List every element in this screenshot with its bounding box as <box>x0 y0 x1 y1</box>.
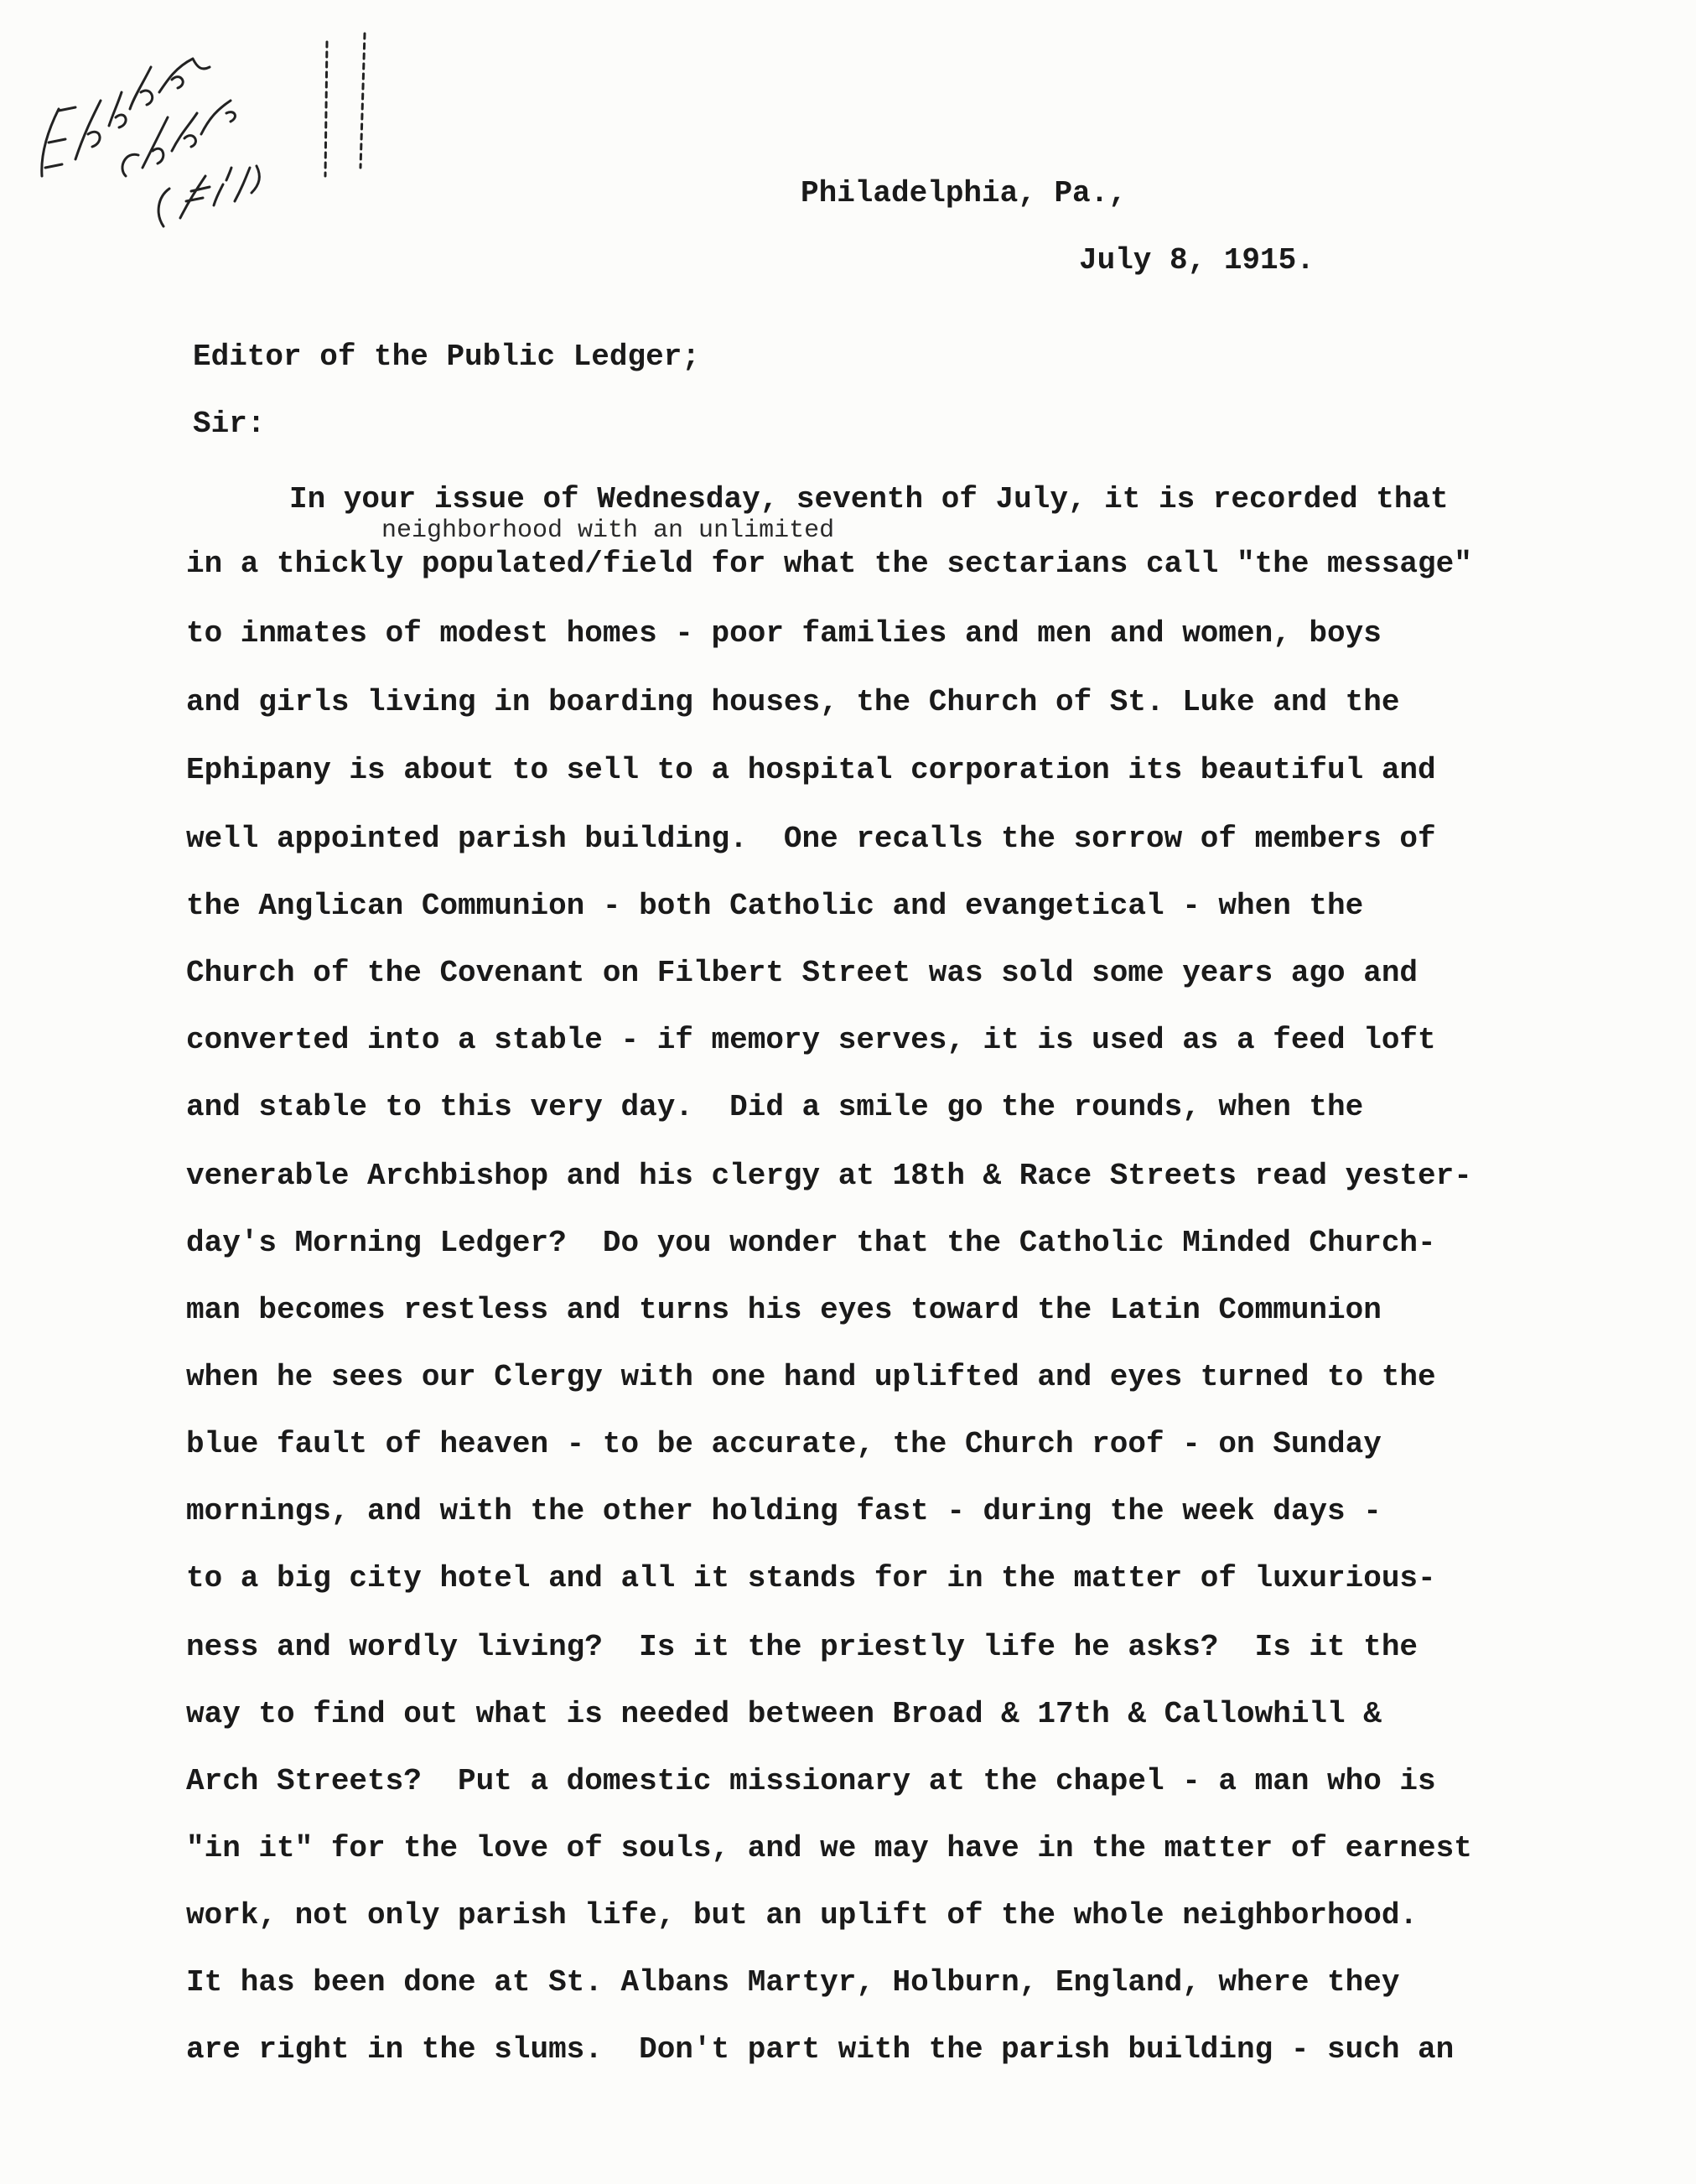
letter-city: Philadelphia, Pa., <box>801 176 1127 210</box>
letter-line: Arch Streets? Put a domestic missionary at the chapel - a man who is <box>186 1764 1436 1798</box>
letter-line: are right in the slums. Don't part with the parish building - such an <box>186 2032 1455 2067</box>
letter-line: blue fault of heaven - to be accurate, the Church roof - on Sunday <box>186 1427 1382 1461</box>
handwriting-scribble-icon <box>25 34 277 243</box>
letter-line: Ephipany is about to sell to a hospital corporation its beautiful and <box>186 753 1436 787</box>
letter-line: It has been done at St. Albans Martyr, Holburn, England, where they <box>186 1965 1400 2000</box>
letter-line: in a thickly populated/field for what the sectarians call "the message" <box>186 547 1472 581</box>
greeting: Sir: <box>193 407 266 441</box>
letter-line: the Anglican Communion - both Catholic and evangetical - when the <box>186 889 1364 923</box>
letter-line: ness and wordly living? Is it the priestly life he asks? Is it the <box>186 1630 1419 1664</box>
margin-tick-marks <box>319 25 386 184</box>
letter-line: man becomes restless and turns his eyes toward the Latin Communion <box>186 1293 1382 1327</box>
letter-line: Church of the Covenant on Filbert Street was sold some years ago and <box>186 956 1419 990</box>
letter-line: day's Morning Ledger? Do you wonder that the Catholic Minded Church- <box>186 1226 1436 1260</box>
letter-line: way to find out what is needed between Broad & 17th & Callowhill & <box>186 1697 1382 1731</box>
letter-line: and stable to this very day. Did a smile go the rounds, when the <box>186 1090 1364 1124</box>
letter-line: In your issue of Wednesday, seventh of July, it is recorded that <box>289 482 1449 516</box>
letter-line: well appointed parish building. One recalls the sorrow of members of <box>186 822 1436 856</box>
letter-date: July 8, 1915. <box>1079 243 1315 278</box>
letter-line: venerable Archbishop and his clergy at 18th & Race Streets read yester- <box>186 1159 1472 1193</box>
letter-line: when he sees our Clergy with one hand uplifted and eyes turned to the <box>186 1360 1436 1394</box>
addressee: Editor of the Public Ledger; <box>193 340 700 374</box>
letter-line: and girls living in boarding houses, the Church of St. Luke and the <box>186 685 1400 719</box>
letter-line: work, not only parish life, but an uplift of the whole neighborhood. <box>186 1898 1419 1932</box>
letter-line: converted into a stable - if memory serves, it is used as a feed loft <box>186 1023 1436 1057</box>
handwritten-file-note <box>25 34 277 243</box>
interlinear-insertion: neighborhood with an unlimited <box>381 516 835 545</box>
letter-line: mornings, and with the other holding fast - during the week days - <box>186 1494 1382 1528</box>
letter-line: to a big city hotel and all it stands for in the matter of luxurious- <box>186 1561 1436 1595</box>
letter-line: to inmates of modest homes - poor families and men and women, boys <box>186 616 1382 651</box>
letter-line: "in it" for the love of souls, and we may have in the matter of earnest <box>186 1831 1472 1865</box>
